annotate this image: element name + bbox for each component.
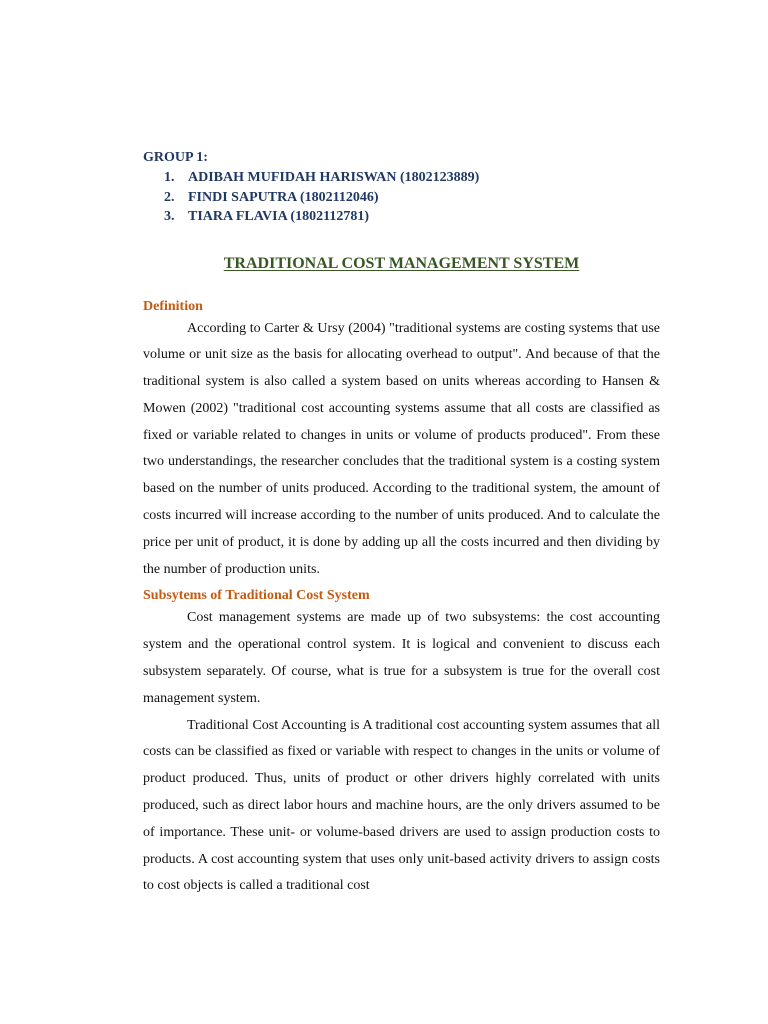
definition-heading: Definition	[143, 298, 203, 314]
member-list	[143, 168, 660, 227]
member-name: TIARA FLAVIA (1802112781)	[188, 209, 369, 224]
group-label: GROUP 1:	[143, 150, 208, 165]
definition-paragraph: According to Carter & Ursy (2004) "traditional systems are costing systems that use volume or unit size as the basis for allocating overhead to output". And because of that the traditional system is also called a system based on units whereas according to Hansen & Mowen (2002) "traditional cost accounting systems assume that all costs are classified as fixed or variable related to changes in units or volume of products produced". From these two understandings, the researcher concludes that the traditional system is a costing system based on the number of units produced. According to the traditional system, the amount of costs incurred will increase according to the number of units produced. And to calculate the price per unit of product, it is done by adding up all the costs incurred and then dividing by the number of production units.	[143, 320, 660, 577]
member-name: ADIBAH MUFIDAH HARISWAN (1802123889)	[188, 170, 480, 185]
member-item	[143, 168, 660, 188]
member-item	[143, 207, 660, 227]
member-number: 2.	[164, 189, 175, 205]
document-title: TRADITIONAL COST MANAGEMENT SYSTEM	[223, 254, 580, 272]
member-item	[143, 188, 660, 208]
member-number: 1.	[164, 170, 175, 185]
subsystems-paragraph-2: Traditional Cost Accounting is A traditional cost accounting system assumes that all costs can be classified as fixed or variable with respect to changes in the units or volume of product produced. Thus, units of product or other drivers highly correlated with units produced, such as direct labor hours and machine hours, are the only drivers assumed to be of importance. These unit- or volume-based drivers are used to assign production costs to products. A cost accounting system that uses only unit-based activity drivers to assign costs to cost objects is called a traditional cost	[143, 717, 660, 894]
member-number: 3.	[164, 209, 175, 224]
subsystems-heading: Subsytems of Traditional Cost System	[143, 588, 370, 604]
member-name: FINDI SAPUTRA (1802112046)	[188, 189, 379, 205]
subsystems-paragraph-1: Cost management systems are made up of two subsystems: the cost accounting system and the operational control system. It is logical and convenient to discuss each subsystem separately. Of course, what is true for a subsystem is true for the overall cost management system.	[143, 610, 660, 706]
